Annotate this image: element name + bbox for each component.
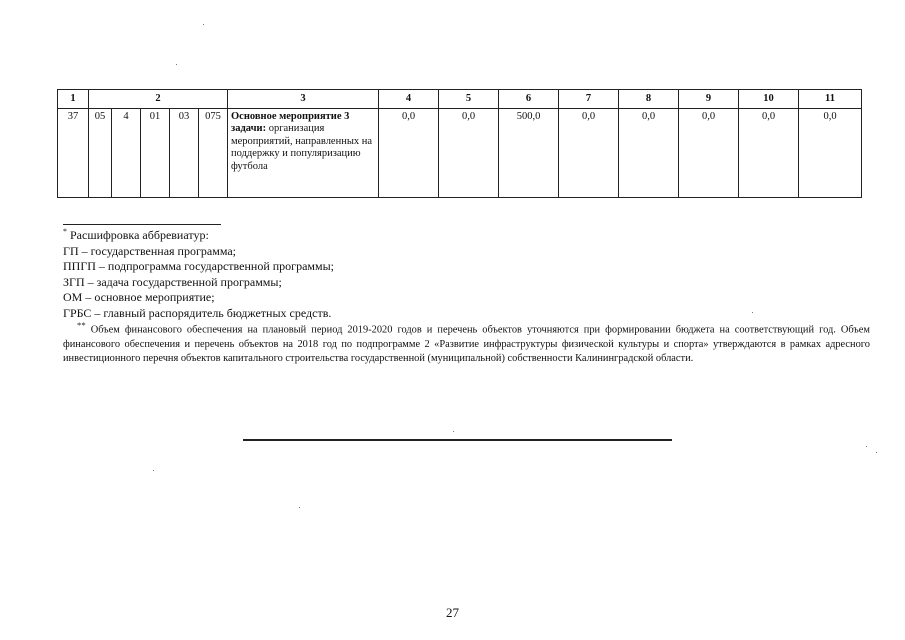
header-cell: 5 bbox=[439, 90, 499, 109]
scan-speck bbox=[876, 452, 877, 453]
header-cell: 11 bbox=[799, 90, 862, 109]
funding-note bbox=[63, 318, 870, 366]
footnote-marker: ** bbox=[77, 320, 86, 330]
abbreviations-list bbox=[63, 228, 870, 321]
header-cell: 1 bbox=[58, 90, 89, 109]
funding-note-text: Объем финансового обеспечения на плановый период 2019-2020 годов и перечень объектов уточняются при формировании бюджета на соответствующий год. Объем финансового обеспечения и перечень объектов на 2018 год по подпрограмме 2 «Развитие инфраструктуры физической культуры и спорта» утверждаются в рамках адресного инвестиционного перечня объектов капитального строительства государственной (муниципальной) собственности Калининградской области. bbox=[63, 324, 870, 365]
budget-table bbox=[57, 89, 862, 198]
header-cell: 4 bbox=[379, 90, 439, 109]
page-number: 27 bbox=[446, 605, 459, 620]
abbreviation-item: ЗГП – задача государственной программы; bbox=[63, 274, 282, 289]
scan-speck bbox=[752, 312, 753, 313]
value-cell: 0,0 bbox=[379, 109, 439, 198]
code-cell: 4 bbox=[112, 109, 141, 198]
footnote-marker: * bbox=[63, 227, 67, 236]
code-cell: 03 bbox=[170, 109, 199, 198]
table-header-row bbox=[58, 90, 862, 109]
header-cell: 8 bbox=[619, 90, 679, 109]
table-row bbox=[58, 109, 862, 198]
description-text: организация мероприятий, направленных на поддержку и популяризацию футбола bbox=[231, 123, 373, 172]
scan-speck bbox=[866, 446, 867, 447]
value-cell: 0,0 bbox=[439, 109, 499, 198]
description-bold: Основное мероприятие 3 задачи: bbox=[231, 111, 350, 135]
scan-speck bbox=[176, 64, 177, 65]
value-cell: 0,0 bbox=[739, 109, 799, 198]
header-cell: 9 bbox=[679, 90, 739, 109]
code-cell: 05 bbox=[89, 109, 112, 198]
scan-speck bbox=[299, 507, 300, 508]
value-cell: 500,0 bbox=[499, 109, 559, 198]
scan-speck bbox=[203, 24, 204, 25]
end-divider bbox=[243, 439, 672, 441]
header-cell: 10 bbox=[739, 90, 799, 109]
footnote-divider bbox=[63, 224, 221, 225]
header-cell: 3 bbox=[228, 90, 379, 109]
header-cell: 6 bbox=[499, 90, 559, 109]
value-cell: 0,0 bbox=[679, 109, 739, 198]
abbreviation-item: ППГП – подпрограмма государственной программы; bbox=[63, 259, 334, 273]
header-cell: 7 bbox=[559, 90, 619, 109]
scan-speck bbox=[153, 470, 154, 471]
row-number-cell: 37 bbox=[58, 109, 89, 198]
code-cell: 075 bbox=[199, 109, 228, 198]
code-cell: 01 bbox=[141, 109, 170, 198]
value-cell: 0,0 bbox=[559, 109, 619, 198]
header-cell: 2 bbox=[89, 90, 228, 109]
abbreviation-item: ГРБС – главный распорядитель бюджетных средств. bbox=[63, 305, 332, 320]
value-cell: 0,0 bbox=[799, 109, 862, 198]
abbreviations-title: * Расшифровка аббревиатур: bbox=[63, 227, 209, 242]
abbreviation-item: ГП – государственная программа; bbox=[63, 243, 236, 258]
abbreviation-item: ОМ – основное мероприятие; bbox=[63, 290, 215, 304]
description-cell bbox=[228, 109, 379, 198]
scan-speck bbox=[453, 431, 454, 432]
value-cell: 0,0 bbox=[619, 109, 679, 198]
